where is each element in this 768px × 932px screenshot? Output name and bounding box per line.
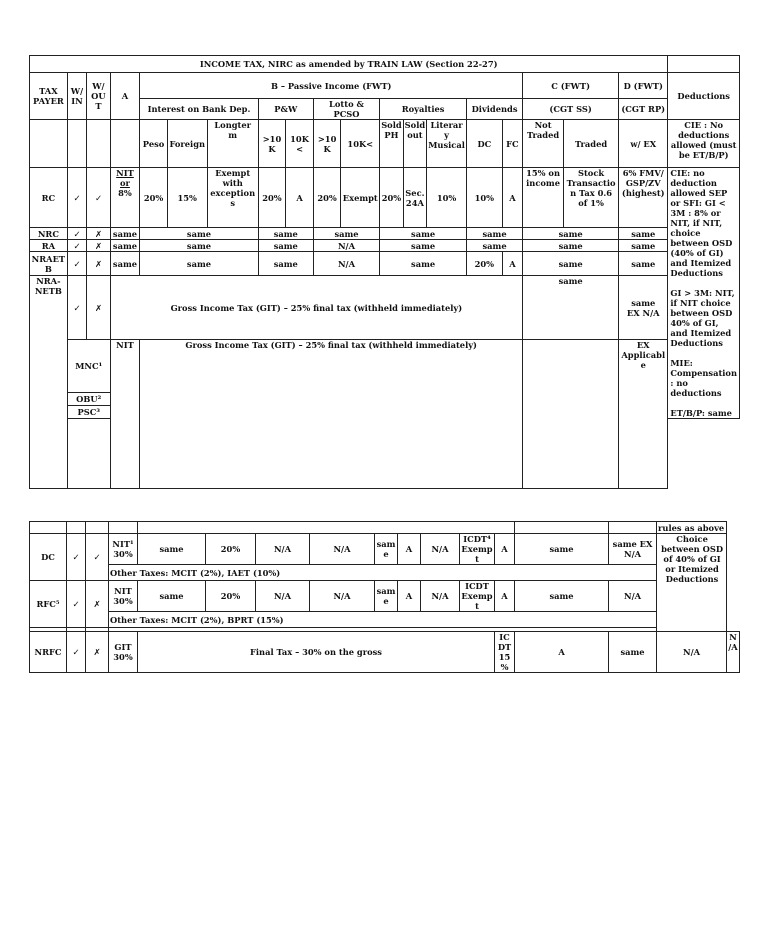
header-sold-ph: Sold PH: [380, 120, 403, 168]
header-peso: Peso: [140, 120, 168, 168]
check-mark: ✓: [67, 168, 86, 228]
deductions-notes: CIE: no deduction allowed SEP or SFI: GI < 3M : 8% or NIT, if NIT, choice between OSD (40% of GI) and Itemized Deductions GI > 3M: NIT, if NIT choice between OSD 40% of GI, and Itemized Deductions MIE: Compensation: no deductions ET/B/P: same: [668, 168, 740, 419]
header-lotto: Lotto & PCSO: [313, 99, 379, 120]
header-a: A: [110, 73, 140, 120]
income-tax-table-individuals: [29, 55, 740, 489]
header-taxpayer: TAX PAYER: [30, 73, 68, 120]
header-with-in: W/ IN: [67, 73, 86, 120]
corporate-deductions: Choice between OSD of 40% of GI or Itemized Deductions: [657, 534, 727, 632]
header-lotto-lt10k: 10K<: [341, 120, 380, 168]
header-lotto-gt10k: >10K: [313, 120, 341, 168]
table-row: DC ✓ ✓ NIT¹ 30% same 20% N/A N/A same A N/A ICDT⁴ Exempt A same same EX N/A Choice between OSD of 40% of GI or Itemized Deductions: [30, 534, 740, 565]
table-row: RC ✓ ✓ NIT or 8% 20% 15% Exempt with exceptions 20% A 20% Exempt 20% Sec. 24A 10% 10% A 15% on income Stock Transactio n Tax 0.6 of 1% 6% FMV/ GSP/ZV (highest) CIE: no deduction allowed SEP or SFI: GI < 3M : 8% or NIT, if NIT, choice between OSD (40% of GI) and Itemized Deductions GI > 3M: NIT, if NIT choice between OSD 40% of GI, and Itemized Deductions MIE: Compensation: no deductions ET/B/P: same: [30, 168, 740, 228]
header-w-ex: w/ EX: [619, 120, 668, 168]
header-deductions: Deductions: [668, 73, 740, 120]
header-cgt-ss: (CGT SS): [523, 99, 619, 120]
table-title: INCOME TAX, NIRC as amended by TRAIN LAW (Section 22-27): [30, 56, 668, 73]
header-longterm: Longter m: [207, 120, 258, 168]
header-with-out: W/ OUT: [87, 73, 110, 120]
table-row: NRA-NETB ✓ ✗ Gross Income Tax (GIT) – 25% final tax (withheld immediately) same same EX N/A: [30, 276, 740, 340]
check-mark: ✓: [87, 168, 110, 228]
header-pw-gt10k: >10K: [258, 120, 286, 168]
header-passive-income: B – Passive Income (FWT): [140, 73, 523, 99]
header-cgt-rp: (CGT RP): [619, 99, 668, 120]
income-tax-table-corporations: [29, 521, 740, 673]
rules-as-above: rules as above: [657, 522, 727, 534]
header-d: D (FWT): [619, 73, 668, 99]
header-not-traded: Not Traded: [523, 120, 564, 168]
table-row: NRAET B ✓ ✗ same same same N/A same 20% A same same: [30, 252, 740, 276]
label-psc: PSC³: [67, 406, 110, 419]
header-sold-out: Sold out: [403, 120, 426, 168]
table-row: RA ✓ ✗ same same same N/A same same same same: [30, 240, 740, 252]
table-row: NRFC ✓ ✗ GIT 30% Final Tax – 30% on the gross ICDT 15% A same N/A N/A: [30, 632, 740, 673]
header-fc: FC: [502, 120, 522, 168]
label-obu: OBU²: [67, 393, 110, 406]
header-royalties: Royalties: [380, 99, 467, 120]
rfc-other-taxes: Other Taxes: MCIT (2%), BPRT (15%): [109, 612, 657, 628]
label-mnc: MNC¹: [67, 340, 110, 393]
dc-other-taxes: Other Taxes: MCIT (2%), IAET (10%): [109, 565, 657, 581]
taxpayer-rc: RC: [30, 168, 68, 228]
header-traded: Traded: [563, 120, 618, 168]
table-row: NRC ✓ ✗ same same same same same same same same: [30, 228, 740, 240]
header-pw-lt10k: 10K<: [286, 120, 314, 168]
header-interest: Interest on Bank Dep.: [140, 99, 258, 120]
header-foreign: Foreign: [167, 120, 207, 168]
header-dc: DC: [466, 120, 502, 168]
header-c: C (FWT): [523, 73, 619, 99]
header-pw: P&W: [258, 99, 313, 120]
table-row: RFC⁵ ✓ ✗ NIT 30% same 20% N/A N/A same A N/A ICDT Exempt A same N/A: [30, 581, 740, 612]
table-row: MNC¹ NIT Gross Income Tax (GIT) – 25% final tax (withheld immediately) EX Applicable: [30, 340, 740, 393]
header-dividends: Dividends: [466, 99, 522, 120]
header-literary: Literary Musical: [427, 120, 467, 168]
cie-note: CIE : No deductions allowed (must be ET/B/P): [668, 120, 740, 168]
